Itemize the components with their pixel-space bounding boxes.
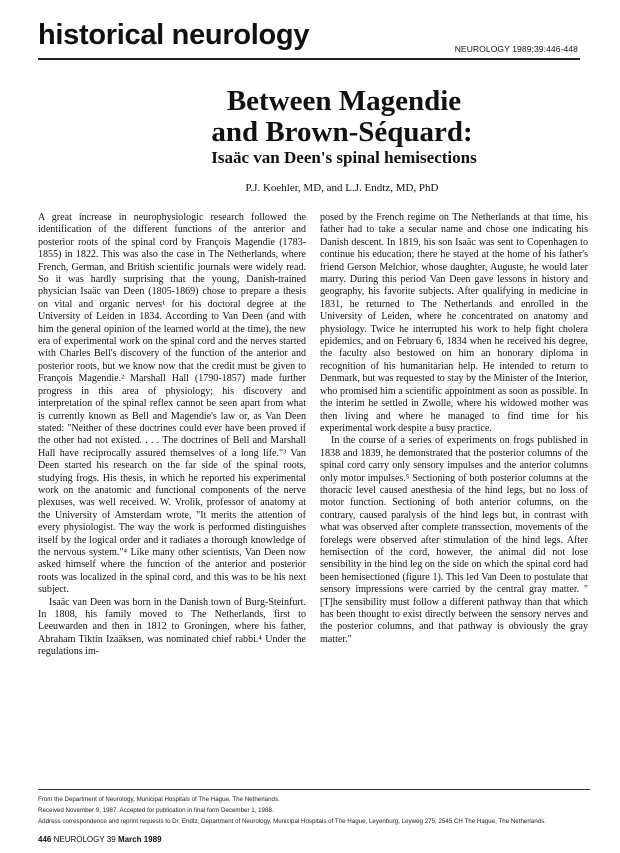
footnote-received: Received November 9, 1987. Accepted for publication in final form December 1, 1988. (38, 807, 274, 814)
footer-journal: NEUROLOGY 39 (53, 835, 116, 844)
footnotes (38, 796, 590, 829)
journal-citation: NEUROLOGY 1989;39:446-448 (454, 44, 578, 54)
body-paragraph: In the course of a series of experiments on frogs published in 1838 and 1839, he demonstrated that the posterior columns of the spinal cord carry only sensory impulses and the anterior columns only motor impulses.⁵ Sectioning of both posterior columns at the thoracic level caused anesthesia of the hind legs, but no loss of motor function. Sectioning of both anterior columns, on the contrary, caused paralysis of the hind legs but, in contrast with what was observed after complete transsection, movements of the forelegs were observed after stimulation of the hind legs. After hemisection of the cord, however, the animal did not lose sensibility in the hind leg on the side on which the spinal cord had been hemisectioned (figure 1). This led Van Deen to postulate that sensory impressions were carried by the central gray matter. "[T]he sensibility must follow a different pathway than that which has been thought to exist directly between the sensory nerves and the posterior columns, and that pathway is obviously the gray matter." (320, 435, 588, 645)
article-subtitle: Isaäc van Deen's spinal hemisections (211, 148, 477, 167)
body-paragraph: posed by the French regime on The Netherlands at that time, his father had to take a secular name and chose one indicating his Danish descent. In 1819, his son Isaäc was sent to Copenhagen to continue his education; there he stayed at the home of his father's friend Gerson Melchior, whose daughter, Auguste, he would later marry. During this period Van Deen gave lessons in history and geography, his favorite subjects. After qualifying in medicine in 1831, he returned to The Netherlands and enrolled in the University of Leiden, where he concentrated on anatomy and physiology. Twice he interrupted his work to help fight cholera epidemics, and on February 6, 1834 when he received his degree, the faculty also bestowed on him an honorary diploma in recognition of his humanitarian help. He intended to return to Denmark, but was requested to stay by the Minister of the Interior, who promised him a scientific appointment as soon as possible. In the interim he settled in Zwolle, where his widowed mother was then living and where he managed to find time for his experimental work despite a busy practice. (320, 212, 588, 434)
header-rule (38, 58, 580, 60)
body-paragraph: Isaäc van Deen was born in the Danish town of Burg-Steinfurt. In 1808, his family moved to The Netherlands, first to Leeuwarden and then in 1812 to Groningen, where his father, Abraham Tiktin Izaäksen, was nominated chief rabbi.⁴ Under the regulations im- (38, 596, 306, 658)
footnote-affiliation: From the Department of Neurology, Municipal Hospitals of The Hague, The Netherlands. (38, 796, 280, 803)
section-label: historical neurology (38, 19, 310, 51)
body-columns (38, 212, 588, 780)
right-column (320, 212, 588, 646)
article-title (0, 86, 620, 148)
footnote-rule (38, 789, 590, 790)
title-line-2: and Brown-Séquard: (211, 116, 473, 148)
left-column (38, 212, 306, 659)
page-number: 446 (38, 835, 52, 844)
title-line-1: Between Magendie (226, 85, 462, 117)
author-list: P.J. Koehler, MD, and L.J. Endtz, MD, PhD (245, 182, 439, 194)
page-footer (38, 835, 162, 844)
footnote-correspondence: Address correspondence and reprint requests to Dr. Endtz, Department of Neurology, Municipal Hospitals of The Hague, Leyenburg, Leyweg 275, 2545 CH The Hague, The Netherlands. (38, 818, 546, 825)
body-paragraph: A great increase in neurophysiologic research followed the identification of the different functions of the anterior and posterior roots of the spinal cord by François Magendie (1783-1855) in 1822. This was also the case in The Netherlands, where French, German, and British scientific journals were widely read. So it was hardly surprising that the young, Danish-trained physician Isaäc van Deen (1805-1869) chose to prepare a thesis on vital and organic nerves¹ for his doctoral degree at the University of Leiden in 1834. According to Van Deen (and with him the general opinion of the learned world at the time), the new era of experimental work on the spinal cord and the nerves started with Charles Bell's discovery of the function of the anterior and posterior roots, but we know now that the credit must be given to François Magendie.² Marshall Hall (1790-1857) made further progress in this area of physiology; his discovery and interpretation of the spinal reflex cannot be seen apart from what is currently known as Bell and Magendie's law or, as Van Deen stated: "Neither of these doctrines could ever have been proved if the other had not existed. . . . The doctrines of Bell and Marshall Hall have reciprocally assured themselves of a long life."³ Van Deen started his research on the far side of the spinal roots, studying frogs. His thesis, in which he reported his experimental work on the anatomic and functional components of the nerve plexuses, was well received. W. Vrolik, professor of anatomy at the University of Amsterdam wrote, "It merits the attention of every physiologist. The way the work is performed distinguishes itself by the logical order and it radiates a thorough knowledge of the nervous system."⁴ Like many other scientists, Van Deen now asked himself where the function of the anterior and posterior roots was localized in the spinal cord, and this was to be his next subject. (38, 212, 306, 596)
footer-date: March 1989 (117, 835, 162, 844)
